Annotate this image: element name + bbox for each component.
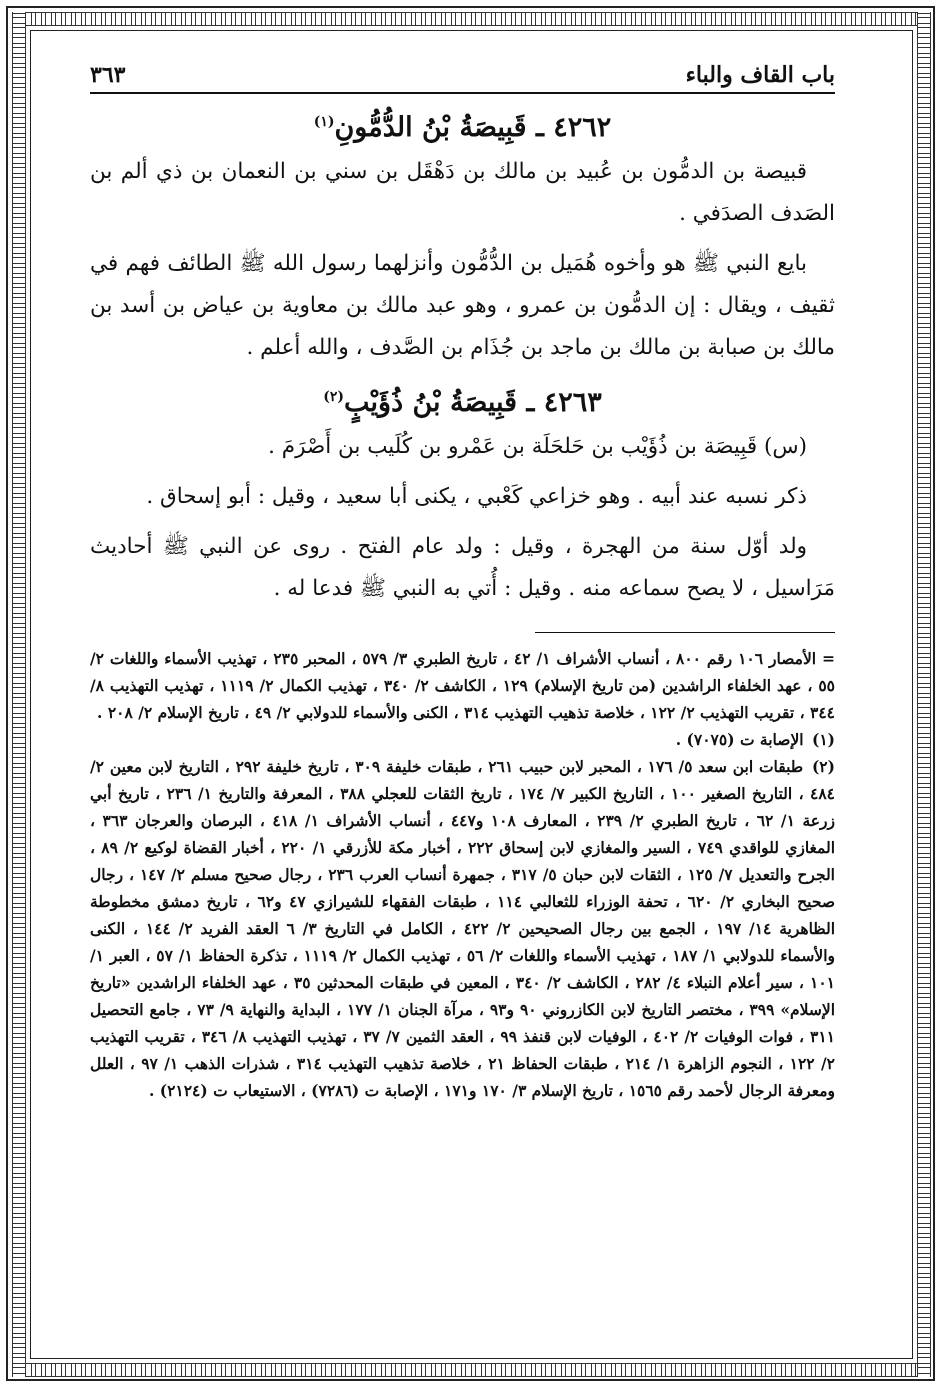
chapter-title: باب القاف والباء: [685, 62, 835, 88]
decorative-border-left: [12, 12, 26, 1377]
entry-title: [90, 112, 835, 143]
footnote-ref: (٢): [323, 389, 344, 405]
footnote-number: (١): [811, 730, 835, 749]
decorative-border-top: [12, 12, 931, 26]
entry-title-text: ٤٢٦٢ ـ قَبِيصَةُ بْنُ الدُّمُّونِ: [334, 112, 612, 143]
footnote-continuation: = الأمصار ١٠٦ رقم ٨٠٠ ، أنساب الأشراف ١/ ٤٢ ، تاريخ الطبري ٣/ ٥٧٩ ، المحبر ٢٣٥ ، تهذيب الأسماء واللغات ٢/ ٥٥ ، عهد الخلفاء الراشدين (من تاريخ الإسلام) ١٢٩ ، الكاشف ٢/ ٣٤٠ ، تهذيب الكمال ٢/ ١١١٩ ، تهذيب التهذيب ٨/ ٣٤٤ ، تقريب التهذيب ٢/ ١٢٢ ، خلاصة تذهيب التهذيب ٣١٤ ، الكنى والأسماء للدولابي ٢/ ٤٩ ، تاريخ الإسلام ٢/ ٢٠٨ .: [90, 649, 836, 722]
footnote-separator: [535, 632, 835, 633]
entry-paragraph: قبيصة بن الدمُّون بن عُبيد بن مالك بن دَهْقَل بن سني بن النعمان بن ذي ألم بن الصَدف الصدَفي .: [90, 159, 835, 226]
entry-paragraph: بايع النبي ﷺ هو وأخوه هُمَيل بن الدُّمُّون وأنزلهما رسول الله ﷺ الطائف فهم في ثقيف ، ويقال : إن الدمُّون بن عمرو ، وهو عبد مالك بن معاوية بن عياض بن أسد بن مالك بن صبابة بن مالك بن ماجد بن جُذَام بن الصَّدف ، والله أعلم .: [90, 251, 835, 360]
footnotes: [90, 645, 835, 1104]
decorative-border-right: [917, 12, 931, 1377]
footnote-number: (٢): [811, 757, 835, 776]
footnote-text: الإصابة ت (٧٠٧٥) .: [675, 730, 804, 749]
footnote: [90, 726, 835, 753]
page-content: [90, 58, 835, 1104]
entry-paragraph: ذكر نسبه عند أبيه . وهو خزاعي كَعْبي ، يكنى أبا سعيد ، وقيل : أبو إسحاق .: [146, 484, 807, 509]
footnote-ref: (١): [313, 114, 335, 130]
entry-paragraph: (س) قَبِيصَة بن ذُؤَيْب بن حَلحَلَة بن عَمْرو بن كُلَيب بن أَصْرَمَ .: [268, 434, 807, 459]
decorative-border-bottom: [12, 1363, 931, 1377]
footnote: [90, 753, 835, 1104]
entry-title: [90, 387, 835, 418]
footnote-text: طبقات ابن سعد ٥/ ١٧٦ ، المحبر لابن حبيب ٢٦١ ، طبقات خليفة ٣٠٩ ، تاريخ خليفة ٢٩٢ ، التاريخ لابن معين ٢/ ٤٨٤ ، التاريخ الصغير ١٠٠ ، التاريخ الكبير ٧/ ١٧٤ ، تاريخ الثقات للعجلي ٣٨٨ ، المعرفة والتاريخ ١/ ٢٣٦ ، تاريخ أبي زرعة ١/ ٦٢ ، تاريخ الطبري ٢/ ٢٣٩ ، المعارف ١٠٨ و٤٤٧ ، أنساب الأشراف ١/ ٤١٨ ، البرصان والعرجان ٣٦٣ ، المغازي للواقدي ٧٤٩ ، السير والمغازي لابن إسحاق ٢٢٢ ، أخبار مكة للأزرقي ١/ ٢٢٠ ، أخبار القضاة لوكيع ٢/ ٨٩ ، الجرح والتعديل ٧/ ١٢٥ ، الثقات لابن حبان ٥/ ٣١٧ ، جمهرة أنساب العرب ٢٣٦ ، رجال صحيح مسلم ٢/ ١٤٧ ، رجال صحيح البخاري ٢/ ٦٢٠ ، تحفة الوزراء للثعالبي ١١٤ ، طبقات الفقهاء للشيرازي ٤٧ و٦٢ ، تاريخ دمشق مخطوطة الظاهرية ١٤/ ١٩٧ ، الجمع بين رجال الصحيحين ٢/ ٤٢٢ ، الكامل في التاريخ ٣/ ٦ العقد الفريد ٢/ ١٤٤ ، الكنى والأسماء للدولابي ١/ ١٨٧ ، تهذيب الأسماء واللغات ٢/ ٥٦ ، تهذيب الكمال ٢/ ١١١٩ ، تذكرة الحفاظ ١/ ٥٧ ، العبر ١/ ١٠١ ، سير أعلام النبلاء ٤/ ٢٨٢ ، الكاشف ٢/ ٣٤٠ ، المعين في طبقات المحدثين ٣٥ ، عهد الخلفاء الراشدين «تاريخ الإسلام» ٣٩٩ ، مختصر التاريخ لابن الكازروني ٩٠ و٩٣ ، مرآة الجنان ١/ ١٧٧ ، البداية والنهاية ٩/ ٧٣ ، جامع التحصيل ٣١١ ، فوات الوفيات ٢/ ٤٠٢ ، الوفيات لابن قنفذ ٩٩ ، العقد الثمين ٧/ ٣٧ ، تهذيب التهذيب ٨/ ٣٤٦ ، تقريب التهذيب ٢/ ١٢٢ ، النجوم الزاهرة ١/ ٢١٤ ، طبقات الحفاظ ٢١ ، خلاصة تذهيب التهذيب ٣١٤ ، شذرات الذهب ١/ ٩٧ ، العلل ومعرفة الرجال لأحمد رقم ١٥٦٥ ، تاريخ الإسلام ٣/ ١٧٠ و١٧١ ، الإصابة ت (٧٢٨٦) ، الاستيعاب ت (٢١٢٤) .: [90, 757, 836, 1100]
entry-title-text: ٤٢٦٣ ـ قَبِيصَةُ بْنُ ذُؤَيْبٍ: [344, 387, 602, 418]
running-header: [90, 58, 835, 94]
entry-paragraph: ولد أوّل سنة من الهجرة ، وقيل : ولد عام الفتح . روى عن النبي ﷺ أحاديث مَرَاسيل ، لا يصح سماعه منه . وقيل : أُتي به النبي ﷺ فدعا له .: [90, 534, 835, 601]
page-number: ٣٦٣: [90, 62, 126, 88]
